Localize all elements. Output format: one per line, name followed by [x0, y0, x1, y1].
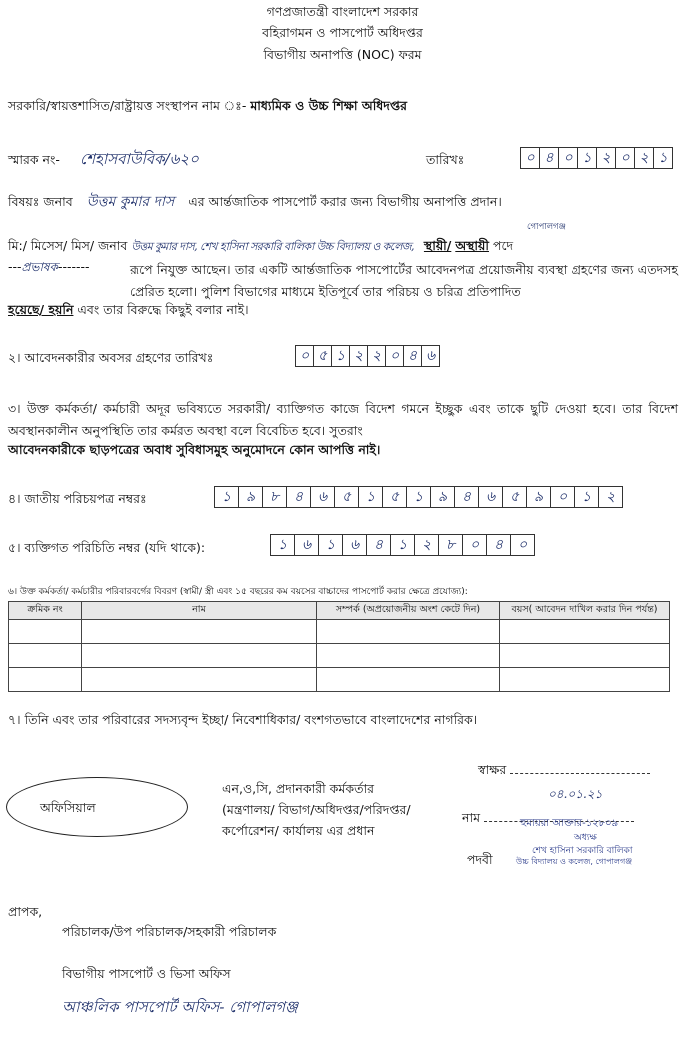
- retirement-digit-box: ২: [349, 345, 368, 367]
- col-name: নাম: [82, 602, 317, 620]
- retirement-digit-box: ২: [367, 345, 386, 367]
- recipient-label: প্রাপক,: [8, 904, 43, 919]
- nid-digit-box: ৯: [238, 486, 263, 508]
- nid-label: ৪। জাতীয় পরিচয়পত্র নম্বরঃ: [8, 491, 147, 506]
- hand-superscript: গোপালগঞ্জ: [527, 222, 566, 232]
- family-table: [8, 601, 670, 692]
- header-line-govt: গণপ্রজাতন্ত্রী বাংলাদেশ সরকার: [266, 4, 419, 19]
- date-digit-box: ০: [615, 147, 635, 169]
- personal-id-digit-box: ৬: [342, 534, 367, 556]
- verification-status: হয়েছে/ হয়নি: [8, 302, 74, 317]
- nid-digit-box: ১: [358, 486, 383, 508]
- subject-row: [8, 190, 502, 214]
- personal-id-label: ৫। ব্যক্তিগত পরিচিতি নম্বর (যদি থাকে):: [8, 540, 206, 555]
- section3-text-bold: আবেদনকারীকে ছাড়পত্রের অবাধ সুবিধাসমুহ অনুমোদনে কোন আপত্তি নাই।: [8, 442, 381, 457]
- official-label: অফিসিয়াল: [40, 800, 96, 815]
- employee-name-hand: উত্তম কুমার দাস, শেখ হাসিনা সরকারি বালিকা উচ্চ বিদ্যালয় ও কলেজ,: [131, 240, 414, 253]
- citizenship-text: ৭। তিনি এবং তার পরিবারের সদস্যবৃন্দ ইচ্ছা/ নিবেশাধিকার/ বংশগতভাবে বাংলাদেশের নাগরিক।: [8, 712, 478, 727]
- subject-label: বিষয়ঃ জনাব: [8, 194, 73, 209]
- personal-id-digit-box: ৬: [294, 534, 319, 556]
- header-line-department: বহিরাগমন ও পাসপোর্ট অধিদপ্তর: [262, 25, 423, 40]
- date-label: তারিখঃ: [426, 152, 465, 167]
- table-row: [9, 644, 670, 668]
- personal-id-digit-box: ০: [510, 534, 535, 556]
- body-line-3: [8, 302, 249, 322]
- date-digit-box: ২: [634, 147, 654, 169]
- section3-text: ৩। উক্ত কর্মকর্তা/ কর্মচারী অদূর ভবিষ্যতে সরকারী/ ব্যাক্তিগত কাজে বিদেশ গমনে ইচ্ছুক এবং তাকে ছুটি দেওয়া হবে। তার বিদেশ অবস্থানকালীন অনুপস্থিতি তার কর্মরত অবস্থা বলে বিবেচিত হবে। সুতরাং: [8, 401, 678, 438]
- table-row: [9, 620, 670, 644]
- date-digit-box: ০: [520, 147, 540, 169]
- memo-label: স্মারক নং-: [8, 152, 60, 167]
- personal-id-digit-box: ৪: [366, 534, 391, 556]
- issuer-line-3: কর্পোরেশন/ কার্যালয় এর প্রধান: [222, 823, 375, 838]
- retirement-label: ২। আবেদনকারীর অবসর গ্রহণের তারিখঃ: [8, 350, 214, 365]
- personal-id-digit-box: ৪: [486, 534, 511, 556]
- personal-id-digit-box: ১: [318, 534, 343, 556]
- nid-digit-box: ৬: [478, 486, 503, 508]
- post-label: পদবী: [467, 852, 493, 867]
- family-table-header: [9, 602, 670, 620]
- nid-digit-box: ৪: [454, 486, 479, 508]
- date-digit-box: ৪: [539, 147, 559, 169]
- retirement-digit-box: ৪: [403, 345, 422, 367]
- subject-rest: এর আর্ন্তজাতিক পাসপোর্ট করার জন্য বিভাগীয় অনাপত্তি প্রদান।: [188, 194, 502, 209]
- nid-digit-box: ৯: [526, 486, 551, 508]
- nid-digit-box: ৫: [334, 486, 359, 508]
- personal-id-digit-box: ১: [390, 534, 415, 556]
- retirement-digit-box: ০: [295, 345, 314, 367]
- col-relation: সম্পর্ক (অপ্রয়োজনীয় অংশ কেটে দিন): [317, 602, 500, 620]
- memo-number: শেহাসবাউবিক/৬২০: [80, 150, 199, 168]
- status-permanent: স্থায়ী/: [423, 238, 452, 253]
- signature-row: [478, 762, 650, 782]
- date-digit-box: ১: [577, 147, 597, 169]
- nid-digit-box: ৫: [382, 486, 407, 508]
- nid-digit-box: ৪: [286, 486, 311, 508]
- body-prefix: মি:/ মিসেস/ মিস/ জনাব: [8, 238, 128, 253]
- retirement-date-boxes: [295, 345, 440, 367]
- nid-digit-box: ৫: [502, 486, 527, 508]
- personal-id-boxes: [270, 534, 535, 556]
- body-line-3-rest: এবং তার বিরুদ্ধে কিছুই বলার নাই।: [77, 302, 249, 317]
- designation-prefix: ---প্রভাষক-------: [8, 259, 90, 274]
- nid-digit-box: ২: [598, 486, 623, 508]
- name-label: নাম: [462, 810, 481, 825]
- form-title: বিভাগীয় অনাপত্তি (NOC) ফরম: [263, 47, 422, 62]
- nid-digit-box: ১: [406, 486, 431, 508]
- personal-id-digit-box: ০: [462, 534, 487, 556]
- nid-boxes: [214, 486, 623, 508]
- recipient-line-3-hand: আঞ্চলিক পাসপোর্ট অফিস- গোপালগঞ্জ: [62, 998, 298, 1016]
- nid-digit-box: ১: [574, 486, 599, 508]
- stamp-post: অধ্যক্ষ: [574, 833, 597, 843]
- table-row: [9, 668, 670, 692]
- org-label: সরকারি/স্বায়ত্তশাসিত/রাষ্ট্রায়ত্ত সংস্থাপন নাম ঃ-: [8, 98, 247, 113]
- retirement-digit-box: ০: [385, 345, 404, 367]
- col-serial: ক্রমিক নং: [9, 602, 82, 620]
- nid-digit-box: ১: [214, 486, 239, 508]
- nid-digit-box: ৬: [310, 486, 335, 508]
- pade-text: পদে: [492, 238, 514, 253]
- date-boxes: [520, 147, 673, 169]
- retirement-digit-box: ১: [331, 345, 350, 367]
- personal-id-digit-box: ৮: [438, 534, 463, 556]
- retirement-digit-box: ৫: [313, 345, 332, 367]
- personal-id-digit-box: ১: [270, 534, 295, 556]
- date-digit-box: ২: [596, 147, 616, 169]
- designation-value: প্রভাষক: [21, 260, 58, 274]
- stamp-name: হুমায়রা আক্তার-১২৮০৯: [520, 818, 619, 829]
- subject-name: উত্তম কুমার দাস: [86, 194, 175, 210]
- col-age: বয়স( আবেদন দাখিল করার দিন পর্যন্ত): [500, 602, 670, 620]
- org-row: [8, 98, 407, 118]
- status-temporary: অস্থায়ী: [455, 238, 489, 253]
- issuer-line-1: এন,ও,সি, প্রদানকারী কর্মকর্তার: [222, 781, 374, 796]
- recipient-line-2: বিভাগীয় পাসপোর্ট ও ভিসা অফিস: [62, 966, 231, 981]
- signature-label: স্বাক্ষর: [478, 762, 507, 777]
- body-line-2: রূপে নিযুক্ত আছেন। তার একটি আর্ন্তজাতিক পাসপোর্টের আবেদনপত্র প্রয়োজনীয় ব্যবস্থা গ্রহণের জন্য এতদসহ প্রেরিত হলো। পুলিশ বিভাগের মাধ্যমে ইতিপূর্বে তার পরিচয় ও চরিত্র প্রতিপাদিত: [130, 262, 678, 299]
- signature-date-hand: ০৪.০১.২১: [548, 787, 603, 801]
- nid-digit-box: ৯: [430, 486, 455, 508]
- stamp-school: শেখ হাসিনা সরকারি বালিকা: [532, 846, 633, 856]
- body-line-1: [8, 238, 513, 258]
- stamp-address: উচ্চ বিদ্যালয় ও কলেজ, গোপালগঞ্জ: [516, 857, 633, 866]
- issuer-line-2: (মন্ত্রণালয়/ বিভাগ/অধিদপ্তর/পরিদপ্তর/: [222, 802, 411, 817]
- nid-digit-box: ৮: [262, 486, 287, 508]
- retirement-digit-box: ৬: [421, 345, 440, 367]
- org-value: মাধ্যমিক ও উচ্চ শিক্ষা অধিদপ্তর: [250, 98, 408, 113]
- date-digit-box: ১: [653, 147, 673, 169]
- date-digit-box: ০: [558, 147, 578, 169]
- family-heading: ৬। উক্ত কর্মকর্তা/ কর্মচারীর পরিবারবর্গের বিবরণ (স্বামী/ স্ত্রী এবং ১৫ বছরের কম বয়সের বাচ্চাদের পাসপোর্ট করার ক্ষেত্রে প্রযোজ্য):: [8, 587, 468, 597]
- personal-id-digit-box: ২: [414, 534, 439, 556]
- official-seal-oval: [6, 777, 188, 837]
- recipient-line-1: পরিচালক/উপ পরিচালক/সহকারী পরিচালক: [62, 924, 277, 939]
- signature-line: [510, 773, 650, 774]
- nid-digit-box: ০: [550, 486, 575, 508]
